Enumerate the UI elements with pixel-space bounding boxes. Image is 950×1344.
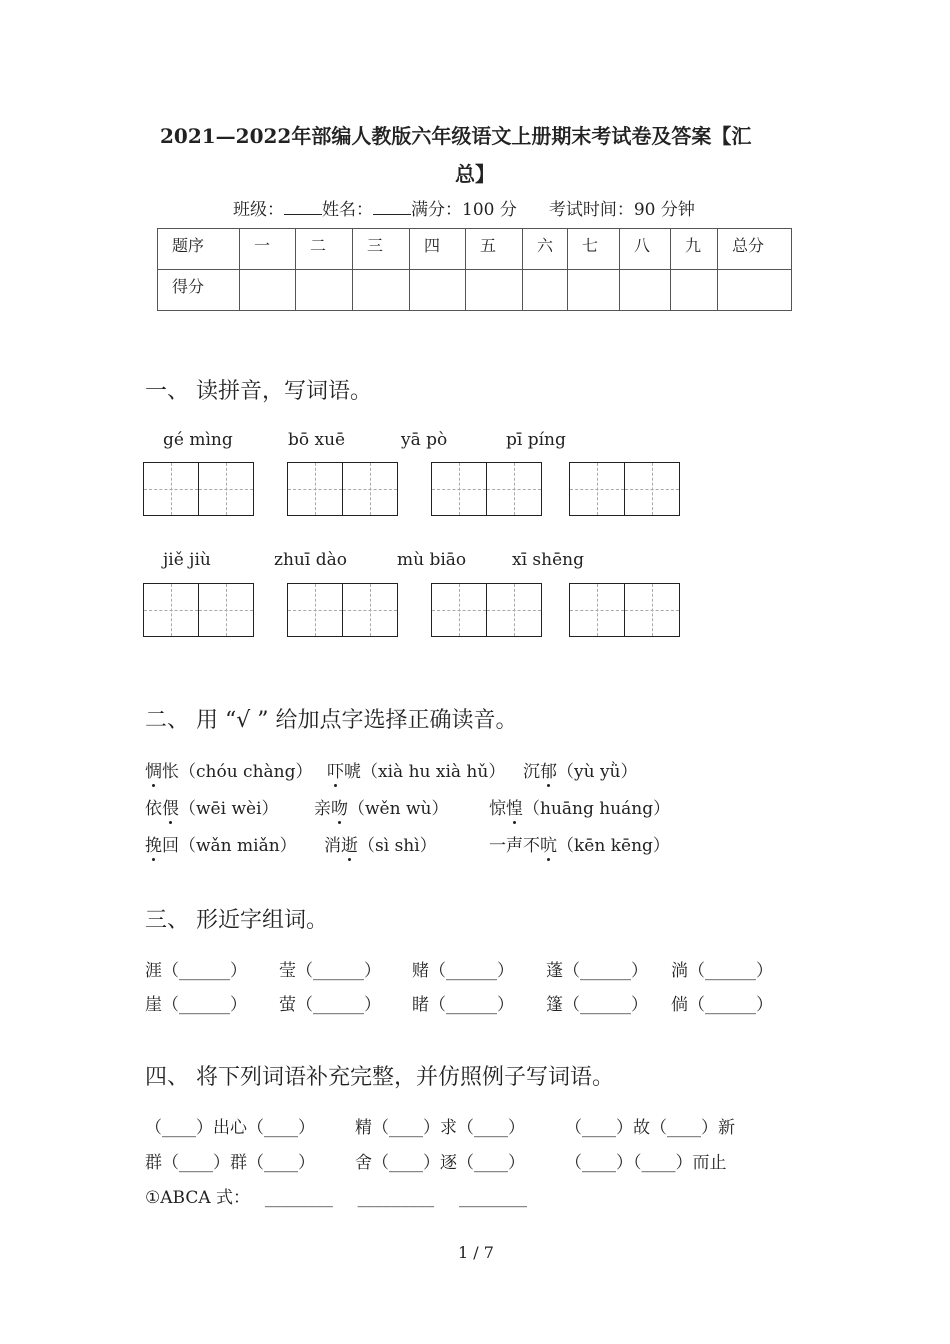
abca-blank[interactable]: ________: [458, 1188, 527, 1208]
score-row-label: 得分: [158, 270, 240, 311]
pinyin-label: xī shēng: [512, 550, 584, 570]
pinyin-label: zhuī dào: [274, 550, 347, 570]
score-cell[interactable]: [466, 270, 523, 311]
writing-box[interactable]: [287, 462, 398, 516]
class-blank[interactable]: [284, 213, 322, 215]
idiom-item[interactable]: （____）故（____）新: [565, 1118, 735, 1138]
reading-item[interactable]: 沉郁（yù yǜ）: [523, 762, 638, 782]
score-cell[interactable]: [240, 270, 296, 311]
abca-blank[interactable]: ________: [264, 1188, 333, 1208]
reading-item[interactable]: 亲吻（wěn wù）: [314, 799, 449, 819]
pinyin-label: gé mìng: [163, 430, 233, 450]
word-group-item[interactable]: 崖（______）: [145, 995, 247, 1015]
writing-box[interactable]: [143, 462, 254, 516]
table-header: 四: [410, 229, 466, 270]
reading-item[interactable]: 惊惶（huāng huáng）: [489, 799, 671, 819]
word-group-item[interactable]: 莹（______）: [279, 961, 381, 981]
word-group-item[interactable]: 萤（______）: [279, 995, 381, 1015]
table-header: 二: [296, 229, 353, 270]
word-group-item[interactable]: 睹（______）: [412, 995, 514, 1015]
word-group-item[interactable]: 淌（______）: [671, 961, 773, 981]
score-cell[interactable]: [410, 270, 466, 311]
reading-item[interactable]: 一声不吭（kēn kēng）: [489, 836, 670, 856]
score-cell[interactable]: [353, 270, 410, 311]
writing-box[interactable]: [287, 583, 398, 637]
score-cell[interactable]: [620, 270, 671, 311]
exam-meta: [233, 195, 695, 220]
writing-box[interactable]: [569, 462, 680, 516]
score-cell[interactable]: [523, 270, 568, 311]
idiom-item[interactable]: 群（____）群（____）: [145, 1153, 315, 1173]
idiom-item[interactable]: （____）出心（____）: [145, 1118, 315, 1138]
reading-item[interactable]: 惆怅（chóu chàng）: [145, 762, 313, 782]
table-header: 六: [523, 229, 568, 270]
score-cell[interactable]: [718, 270, 792, 311]
exam-time: 考试时间：90 分钟: [548, 200, 695, 220]
table-header: 八: [620, 229, 671, 270]
full-score: 满分：100 分: [411, 200, 517, 220]
score-cell[interactable]: [671, 270, 718, 311]
word-group-item[interactable]: 涯（______）: [145, 961, 247, 981]
reading-item[interactable]: 消逝（sì shì）: [324, 836, 437, 856]
idiom-item[interactable]: 舍（____）逐（____）: [355, 1153, 525, 1173]
title-line-2: 总】: [455, 162, 495, 186]
abca-label: ①ABCA 式：: [145, 1188, 251, 1208]
reading-item[interactable]: 依偎（wēi wèi）: [145, 799, 279, 819]
reading-item[interactable]: 吓唬（xià hu xià hǔ）: [327, 762, 506, 782]
word-group-item[interactable]: 倘（______）: [671, 995, 773, 1015]
section-3-title: 三、 形近字组词。: [145, 908, 328, 933]
writing-box[interactable]: [569, 583, 680, 637]
title-line-1: 2021—2022年部编人教版六年级语文上册期末考试卷及答案【汇: [160, 124, 752, 148]
word-group-item[interactable]: 蓬（______）: [546, 961, 648, 981]
table-header: 七: [568, 229, 620, 270]
table-header: 题序: [158, 229, 240, 270]
score-cell[interactable]: [296, 270, 353, 311]
writing-box[interactable]: [143, 583, 254, 637]
pinyin-label: bō xuē: [288, 430, 346, 450]
score-table: [157, 228, 792, 311]
pinyin-label: yā pò: [401, 430, 448, 450]
idiom-item[interactable]: 精（____）求（____）: [355, 1118, 525, 1138]
pinyin-label: mù biāo: [397, 550, 467, 570]
pinyin-label: jiě jiù: [163, 550, 211, 570]
score-row: [158, 270, 792, 311]
table-header: 五: [466, 229, 523, 270]
table-header: 一: [240, 229, 296, 270]
word-group-item[interactable]: 赌（______）: [412, 961, 514, 981]
reading-item[interactable]: 挽回（wǎn miǎn）: [145, 836, 297, 856]
writing-box[interactable]: [431, 462, 542, 516]
writing-box[interactable]: [431, 583, 542, 637]
abca-row: [145, 1183, 527, 1208]
score-cell[interactable]: [568, 270, 620, 311]
name-label: 姓名：: [322, 200, 373, 220]
section-4-title: 四、 将下列词语补充完整，并仿照例子写词语。: [145, 1065, 614, 1090]
word-group-item[interactable]: 篷（______）: [546, 995, 648, 1015]
idiom-item[interactable]: （____）（____）而止: [565, 1153, 727, 1173]
section-2-title: 二、 用 “√ ” 给加点字选择正确读音。: [145, 708, 518, 733]
section-1-title: 一、 读拼音，写词语。: [145, 379, 372, 404]
pinyin-label: pī píng: [506, 430, 566, 450]
class-label: 班级：: [233, 200, 284, 220]
page-number: 1 / 7: [458, 1243, 494, 1262]
table-header: 三: [353, 229, 410, 270]
table-header: 九: [671, 229, 718, 270]
score-header-row: [158, 229, 792, 270]
table-header: 总分: [718, 229, 792, 270]
name-blank[interactable]: [373, 213, 411, 215]
abca-blank[interactable]: _________: [357, 1188, 435, 1208]
